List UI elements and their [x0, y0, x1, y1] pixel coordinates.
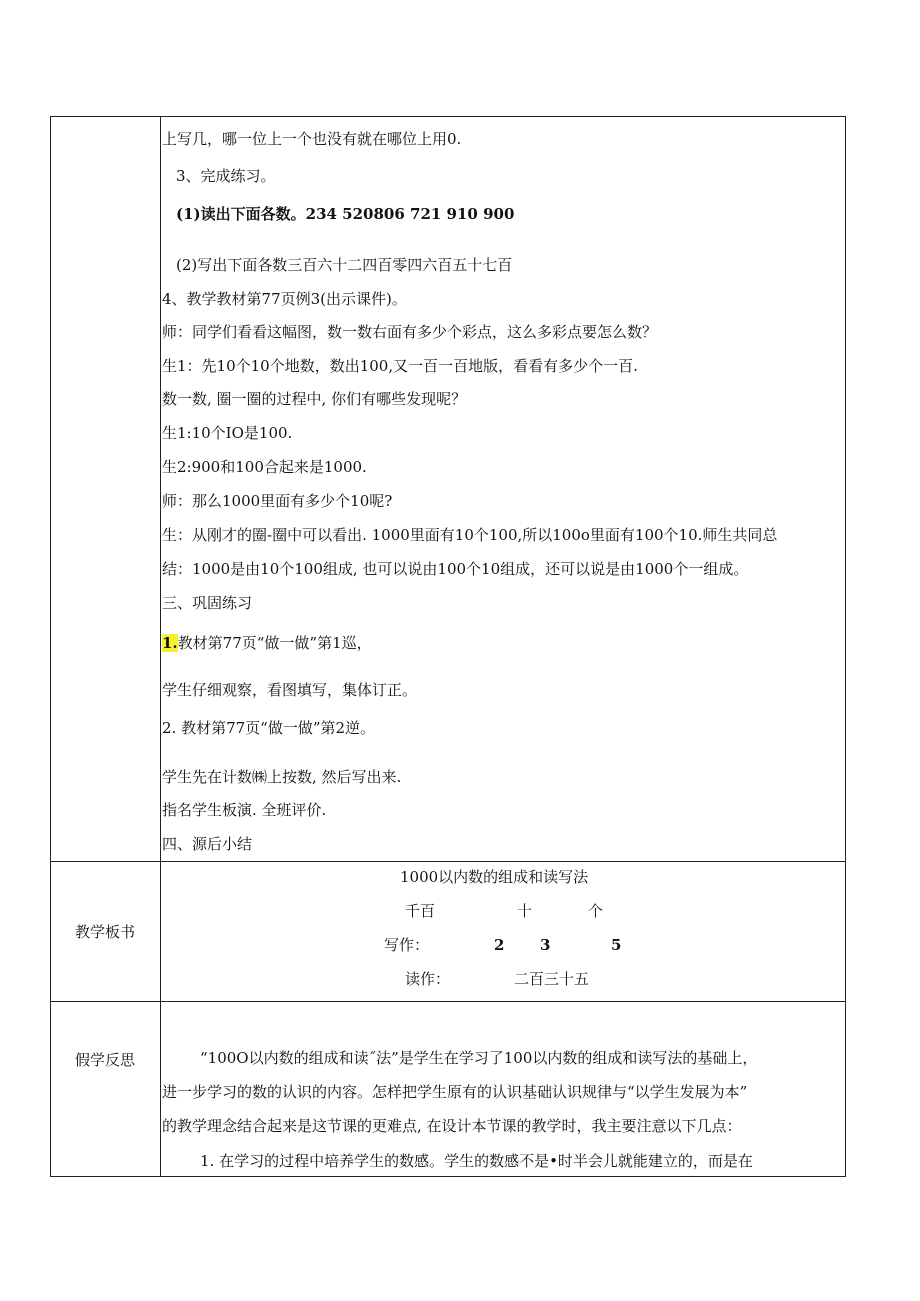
board-label: 教学板书 — [74, 923, 135, 941]
table-border-top — [50, 116, 846, 117]
board-title: 1000以内数的组成和读写法 — [400, 868, 589, 886]
lesson-line-5: 4、教学教材第77页例3(出示课件)。 — [162, 290, 407, 308]
board-place-one: 个 — [588, 902, 604, 920]
highlight-marker: 1. — [162, 634, 178, 652]
table-divider-reflection-top — [50, 1001, 846, 1002]
board-digit-2: 2 — [494, 936, 505, 954]
board-write-label: 写作： — [384, 936, 430, 954]
table-border-bottom — [50, 1176, 846, 1177]
lesson-line-15-text: 教材第77页“做一做”第1巡， — [177, 634, 372, 652]
table-border-left — [50, 116, 51, 1177]
lesson-line-2: 3、完成练习。 — [176, 167, 276, 185]
reflection-line-3: 的教学理念结合起来是这节课的更难点, 在设计本节课的教学时，我主要注意以下几点： — [162, 1117, 742, 1135]
reflection-line-4: 1. 在学习的过程中培养学生的数感。学生的数感不是•时半会儿就能建立的，而是在 — [200, 1152, 753, 1170]
lesson-line-9: 生1:10个IO是100. — [162, 424, 293, 442]
lesson-line-17: 2. 教材第77页“做一做”第2逆。 — [162, 719, 376, 737]
board-place-ten: 十 — [517, 902, 533, 920]
table-divider-board-top — [50, 861, 846, 862]
reflection-line-1: “100O以内数的组成和读˝法”是学生在学习了100以内数的组成和读写法的基础上， — [200, 1049, 758, 1067]
board-place-thousand-hundred: 千百 — [405, 902, 436, 920]
table-column-divider — [160, 116, 161, 1177]
lesson-line-20: 四、源后小结 — [162, 835, 253, 853]
reflection-line-2: 进一步学习的数的认识的内容。怎样把学生原有的认识基础认识规律与“以学生发展为本” — [162, 1083, 748, 1101]
lesson-line-1: 上写几，哪一位上一个也没有就在哪位上用0. — [162, 130, 462, 148]
lesson-line-3: (1)读出下面各数。234 520806 721 910 900 — [176, 205, 515, 223]
lesson-line-11: 师：那么1000里面有多少个10呢? — [162, 492, 393, 510]
lesson-line-12: 生：从刚才的圈-圈中可以看出. 1000里面有10个100,所以100o里面有100个10.师生共同总 — [162, 526, 778, 544]
board-digit-5: 5 — [611, 936, 622, 954]
board-read-label: 读作： — [405, 970, 451, 988]
lesson-line-10: 生2:900和100合起来是1000. — [162, 458, 367, 476]
lesson-line-7: 生1：先10个10个地数，数出100,又一百一百地版，看看有多少个一百. — [162, 357, 638, 375]
lesson-line-14: 三、巩固练习 — [162, 594, 253, 612]
lesson-line-15 — [162, 632, 372, 654]
lesson-line-16: 学生仔细观察，看图填写，集体订正。 — [162, 681, 418, 699]
lesson-line-6: 师：同学们看看这幅图，数一数右面有多少个彩点，这么多彩点要怎么数？ — [162, 323, 658, 341]
lesson-line-4: (2)写出下面各数三百六十二四百零四六百五十七百 — [176, 256, 513, 274]
board-digit-3: 3 — [540, 936, 551, 954]
lesson-line-13: 结：1000是由10个100组成, 也可以说由100个10组成，还可以说是由1000个一组成。 — [162, 560, 749, 578]
lesson-line-8: 数一数, 圈一圈的过程中, 你们有哪些发现呢？ — [162, 390, 467, 408]
lesson-line-19: 指名学生板演. 全班评价. — [162, 801, 327, 819]
reflection-label: 假学反思 — [74, 1051, 135, 1069]
board-read-value: 二百三十五 — [514, 970, 590, 988]
lesson-line-18: 学生先在计数㈱上按数, 然后写出来. — [162, 768, 402, 786]
table-border-right — [845, 116, 846, 1177]
